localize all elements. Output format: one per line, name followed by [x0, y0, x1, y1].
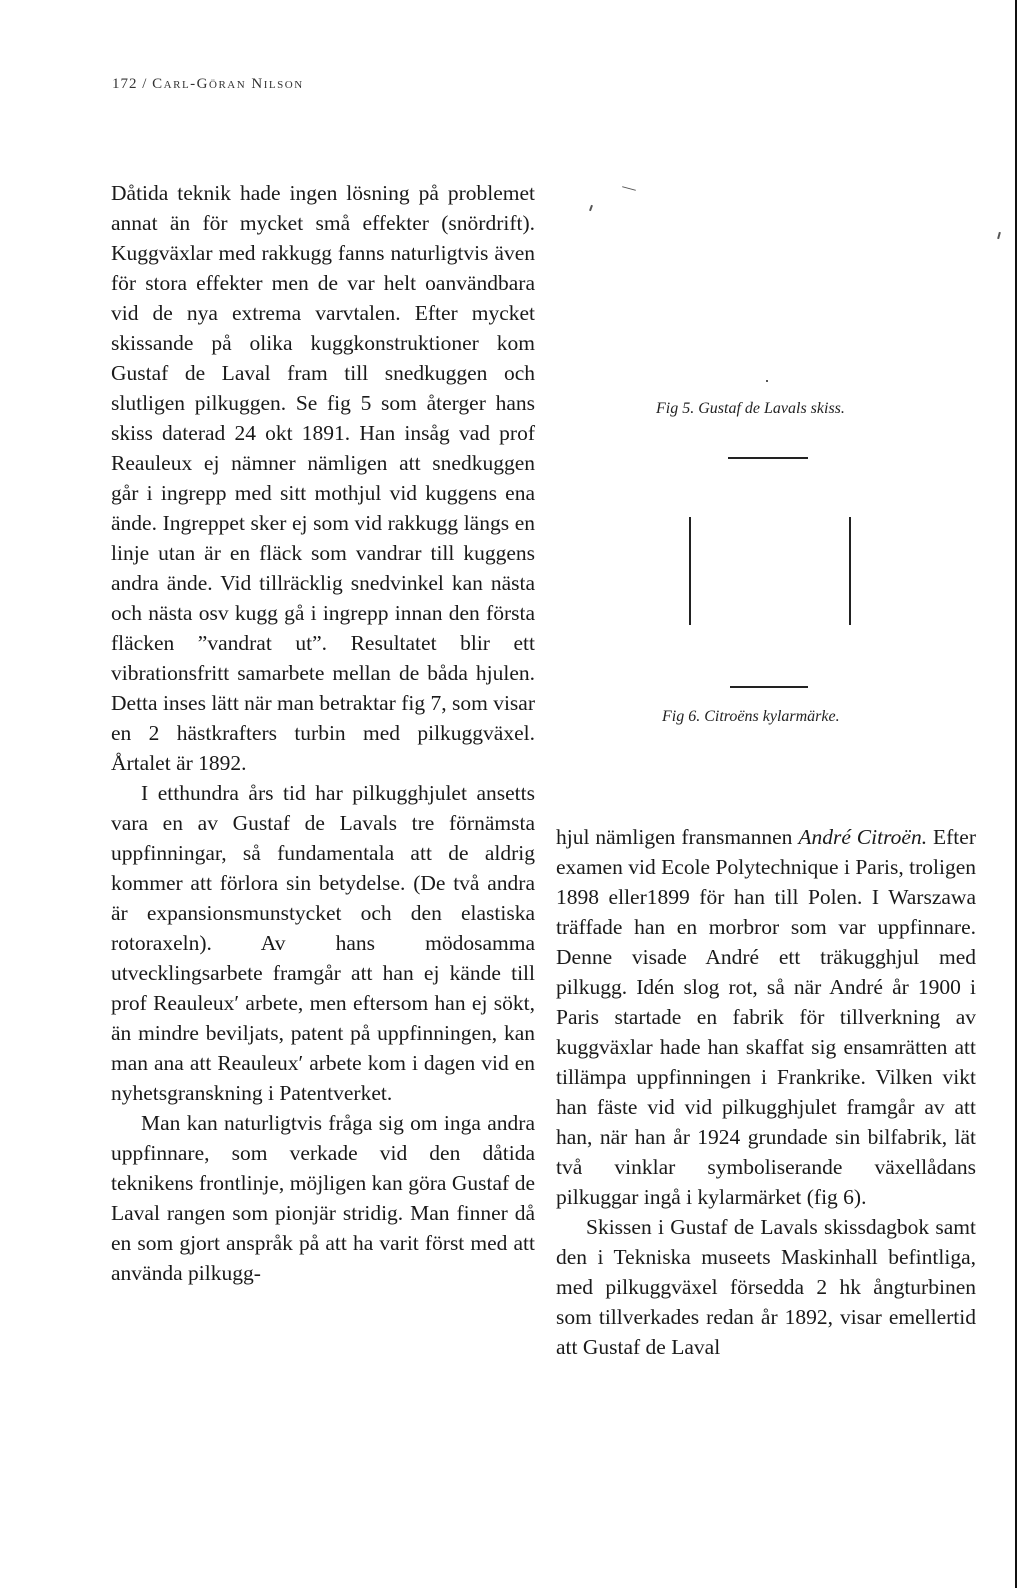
right-column: [556, 822, 976, 1362]
speck-mark: [589, 205, 593, 211]
text-run: hjul nämligen fransmannen: [556, 825, 799, 849]
left-column: [111, 178, 535, 1288]
paragraph: Dåtida teknik hade ingen lösning på problemet annat än för mycket små effekter (snördrift). Kuggväxlar med rakkugg fanns naturligtvis även för stora effekter men de var helt oanvändbara vid de nya extrema varvtalen. Efter mycket skissande på olika kuggkonstruktioner kom Gustaf de Laval fram till snedkuggen och slutligen pilkuggen. Se fig 5 som återger hans skiss daterad 24 okt 1891. Han insåg vad prof Reauleux ej nämner nämligen att snedkuggen går i ingrepp med sitt mothjul vid kuggens ena ände. Ingreppet sker ej som vid rakkugg längs en linje utan är en fläck som vandrar till kuggens andra ände. Vid tillräcklig snedvinkel kan nästa och nästa osv kugg gå i ingrepp innan den första fläcken ”vandrat ut”. Resultatet blir ett vibrationsfritt samarbete mellan de båda hjulen. Detta inses lätt när man betraktar fig 7, som visar en 2 hästkrafters turbin med pilkuggväxel. Årtalet är 1892.: [111, 181, 535, 775]
speck-mark: [766, 380, 768, 382]
speck-mark: [997, 232, 1001, 239]
speck-mark: [622, 186, 636, 191]
text-run: Efter examen vid Ecole Polytechnique i Paris, troligen 1898 eller1899 för han till Polen. I Warszawa träffade han en morbror som var uppfinnare. Denne visade André ett träkugghjul med pilkugg. Idén slog rot, så när André år 1900 i Paris startade en fabrik för tillverkning av kuggväxlar hade han skaffat sig ensamrätten att tillämpa uppfinningen i Frankrike. Vilken vikt han fäste vid vid pilkugghjulet framgår av att han, när han år 1924 grundade sin bilfabrik, lät två vinklar symboliserande växellådans pilkuggar ingå i kylarmärket (fig 6).: [556, 825, 976, 1209]
page-edge-line: [1015, 0, 1017, 1588]
page-number: 172: [112, 76, 138, 92]
running-head: [112, 76, 304, 93]
paragraph: Man kan naturligtvis fråga sig om inga andra uppfinnare, som verkade vid den dåtida teknikens frontlinje, möjligen kan göra Gustaf de Laval rangen som pionjär stridig. Man finner då en som gjort anspråk på att ha varit först med att använda pilkugg-: [111, 1111, 535, 1285]
paragraph: I etthundra års tid har pilkugghjulet ansetts vara en av Gustaf de Lavals tre förnämsta uppfinningar, så fundamentala att de aldrig kommer att förlora sin betydelse. (De två andra är expansionsmunstycket och den elastiska rotoraxeln). Av hans mödosamma utvecklingsarbete framgår att han ej kände till prof Reauleux′ arbete, men eftersom han ej sökt, än mindre beviljats, patent på uppfinningen, kan man ana att Reauleux′ arbete kom i dagen vid en nyhetsgranskning i Patentverket.: [111, 781, 535, 1105]
figure-6-caption: Fig 6. Citroëns kylarmärke.: [662, 708, 840, 725]
paragraph: [556, 822, 976, 1212]
figure-5-caption: Fig 5. Gustaf de Lavals skiss.: [656, 400, 845, 417]
italic-name: André Citroën.: [798, 825, 928, 849]
header-separator: /: [142, 76, 148, 92]
citroen-emblem-image: [680, 455, 860, 705]
paragraph: Skissen i Gustaf de Lavals skissdagbok samt den i Tekniska museets Maskinhall befintliga, med pilkuggväxel försedda 2 hk ångturbinen som tillverkades redan år 1892, visar emellertid att Gustaf de Laval: [556, 1215, 976, 1359]
author-name: Carl-Göran Nilson: [152, 76, 304, 92]
